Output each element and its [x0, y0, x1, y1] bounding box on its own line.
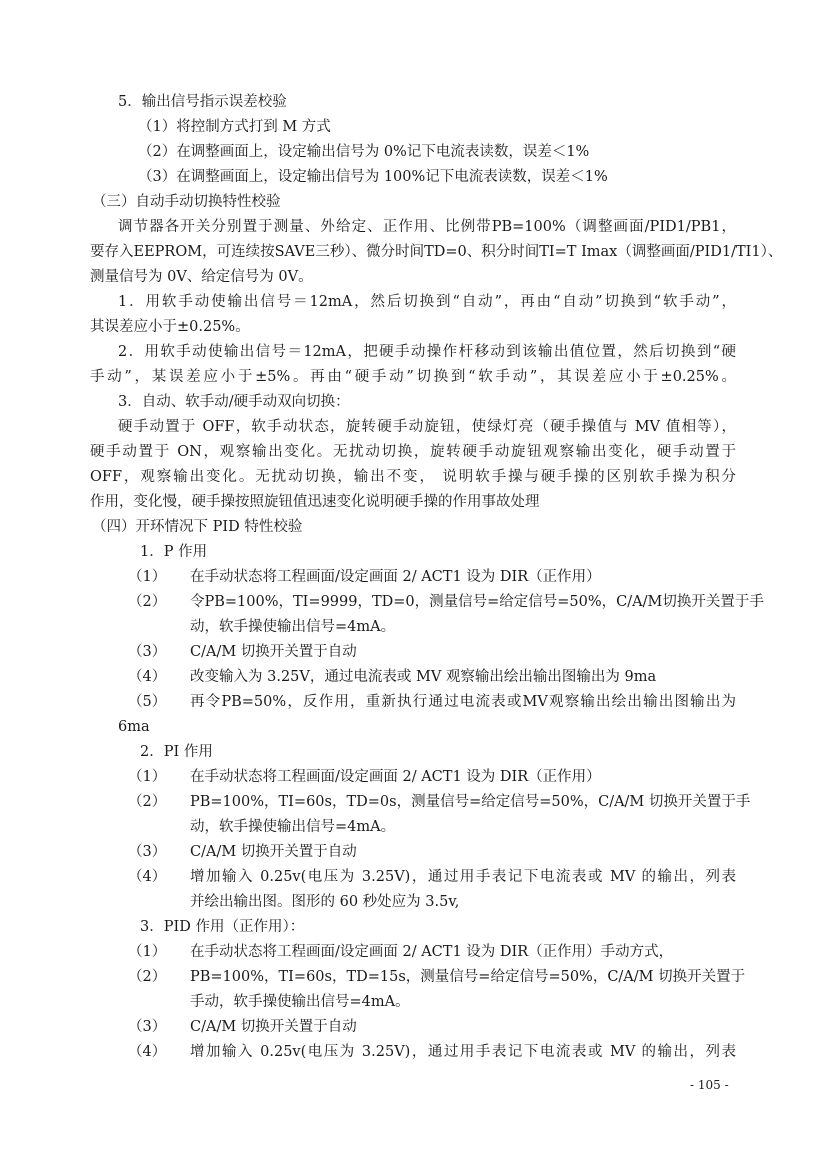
paragraph: 硬手动置于 OFF，软手动状态，旋转硬手动旋钮，使绿灯亮（硬手操值与 MV 值相等），	[118, 419, 736, 435]
list-item-number: （5）	[128, 694, 167, 710]
list-item-text: 再令PB=50%，反作用，重新执行通过电流表或MV观察输出绘出输出图输出为	[190, 694, 736, 710]
list-item-number: （3）	[128, 1019, 167, 1035]
paragraph: 作用，变化慢，硬手操按照旋钮值迅速变化说明硬手操的作用事故处理	[90, 494, 540, 510]
list-item-text: 在手动状态将工程画面/设定画面 2/ ACT1 设为 DIR（正作用）	[190, 569, 601, 585]
paragraph: （2）在调整画面上，设定输出信号为 0%记下电流表读数，误差＜1%	[138, 144, 590, 160]
list-item-number: （2）	[128, 794, 167, 810]
page-number: - 105 -	[690, 1078, 729, 1092]
subheading-pid-action: 3．PID 作用（正作用）：	[140, 919, 305, 935]
list-item-text-continued: 手动，软手操使输出信号=4mA。	[190, 994, 410, 1010]
list-item-text: C/A/M 切换开关置于自动	[190, 844, 357, 860]
list-item-text-continued: 并绘出输出图。图形的 60 秒处应为 3.5v,	[190, 894, 460, 910]
list-item-number: （3）	[128, 844, 167, 860]
list-item-text: 增加输入 0.25v(电压为 3.25V)，通过用手表记下电流表或 MV 的输出，列表	[190, 869, 736, 885]
list-item-text: C/A/M 切换开关置于自动	[190, 644, 357, 660]
paragraph: 硬手动置于 ON，观察输出变化。无扰动切换，旋转硬手动旋钮观察输出变化，硬手动置于	[90, 444, 736, 460]
list-item-number: （4）	[128, 669, 167, 685]
list-item-number: （1）	[128, 944, 167, 960]
list-item-text: 令PB=100%，TI=9999，TD=0，测量信号=给定信号=50%，C/A/M切换开关置于手	[190, 594, 764, 610]
paragraph: 3．自动、软手动/硬手动双向切换：	[118, 394, 350, 410]
paragraph: 1．用软手动使输出信号＝12mA，然后切换到“自动”，再由“自动”切换到“软手动”，	[118, 294, 736, 310]
list-item-number: （1）	[128, 569, 167, 585]
paragraph: OFF，观察输出变化。无扰动切换，输出不变， 说明软手操与硬手操的区别软手操为积分	[90, 469, 736, 485]
paragraph: 要存入EEPROM，可连续按SAVE三秒）、微分时间TD=0、积分时间TI=T Imax（调整画面/PID1/TI1）、	[90, 244, 783, 260]
list-item-text: C/A/M 切换开关置于自动	[190, 1019, 357, 1035]
section-heading-auto-manual: （三）自动手动切换特性校验	[92, 194, 281, 210]
list-item-text: PB=100%，TI=60s，TD=15s，测量信号=给定信号=50%，C/A/M 切换开关置于	[190, 969, 746, 985]
list-item-text: 在手动状态将工程画面/设定画面 2/ ACT1 设为 DIR（正作用）手动方式，	[190, 944, 674, 960]
paragraph: 测量信号为 0V、给定信号为 0V。	[90, 269, 313, 285]
subheading-p-action: 1．P 作用	[140, 544, 208, 560]
paragraph: （3）在调整画面上，设定输出信号为 100%记下电流表读数，误差＜1%	[138, 169, 608, 185]
subheading-pi-action: 2．PI 作用	[140, 744, 213, 760]
list-item-number: （2）	[128, 969, 167, 985]
paragraph: 其误差应小于±0.25%。	[90, 319, 250, 335]
list-item-number: （2）	[128, 594, 167, 610]
list-item-text: 改变输入为 3.25V，通过电流表或 MV 观察输出绘出输出图输出为 9ma	[190, 669, 657, 685]
list-item-text-continued: 动，软手操使输出信号=4mA。	[190, 619, 396, 635]
list-item-text: 增加输入 0.25v(电压为 3.25V)，通过用手表记下电流表或 MV 的输出，列表	[190, 1044, 736, 1060]
list-item-number: （4）	[128, 1044, 167, 1060]
list-item-text-continued: 动，软手操使输出信号=4mA。	[190, 819, 396, 835]
section-heading-output-signal: 5．输出信号指示误差校验	[118, 94, 287, 110]
paragraph: 2．用软手动使输出信号＝12mA，把硬手动操作杆移动到该输出值位置，然后切换到“硬	[118, 344, 736, 360]
list-item-text-continued: 6ma	[118, 719, 150, 735]
list-item-number: （4）	[128, 869, 167, 885]
section-heading-open-loop-pid: （四）开环情况下 PID 特性校验	[92, 519, 303, 535]
paragraph: 手动”，某误差应小于±5%。再由“硬手动”切换到“软手动”，其误差应小于±0.25%。	[90, 369, 736, 385]
paragraph: （1）将控制方式打到 M 方式	[138, 119, 331, 135]
list-item-text: PB=100%，TI=60s，TD=0s，测量信号=给定信号=50%，C/A/M 切换开关置于手	[190, 794, 751, 810]
list-item-number: （1）	[128, 769, 167, 785]
paragraph: 调节器各开关分别置于测量、外给定、正作用、比例带PB=100%（调整画面/PID1/PB1，	[118, 219, 736, 235]
list-item-number: （3）	[128, 644, 167, 660]
list-item-text: 在手动状态将工程画面/设定画面 2/ ACT1 设为 DIR（正作用）	[190, 769, 601, 785]
